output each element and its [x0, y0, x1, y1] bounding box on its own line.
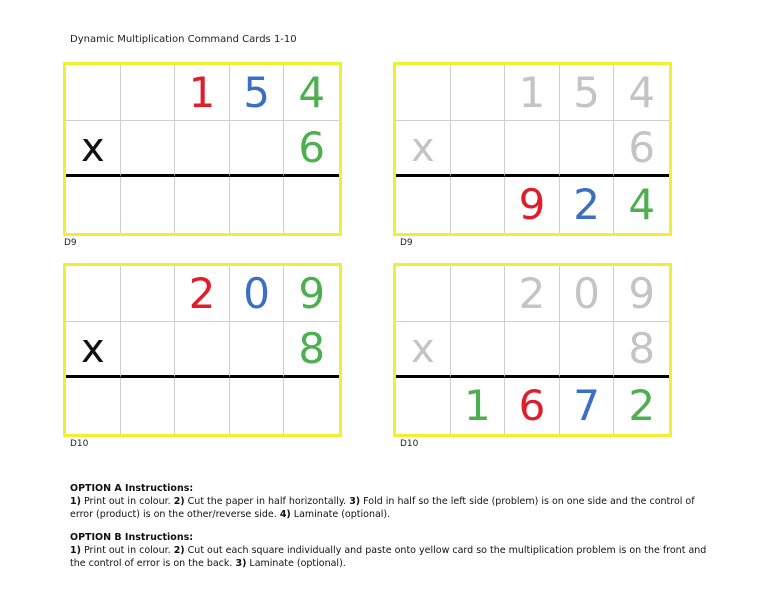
- digit-cell: 2: [628, 381, 656, 430]
- empty-cell: [284, 177, 339, 233]
- card-label: D9: [400, 238, 413, 248]
- multiplication-sign: x: [396, 322, 451, 378]
- empty-cell: [175, 177, 230, 233]
- empty-cell: [230, 378, 285, 434]
- digit-cell: 8: [284, 322, 339, 378]
- command-card-d10-answer: [393, 263, 672, 437]
- empty-cell: [121, 121, 176, 177]
- card-label: D9: [64, 238, 77, 248]
- step-number: 1): [70, 496, 81, 507]
- empty-cell: [396, 378, 451, 434]
- empty-cell: [505, 322, 560, 378]
- digit-cell: 8: [614, 322, 669, 378]
- digit-cell: 9: [284, 266, 339, 322]
- step-number: 4): [279, 509, 291, 520]
- digit-cell: 2: [175, 266, 230, 322]
- empty-cell: [66, 65, 121, 121]
- digit-cell: 1: [505, 65, 560, 121]
- empty-cell: [175, 121, 230, 177]
- empty-cell: [175, 322, 230, 378]
- empty-cell: [284, 378, 339, 434]
- step-number: 3): [235, 558, 247, 569]
- empty-cell: [121, 322, 176, 378]
- step-number: 2): [173, 545, 185, 556]
- digit-cell: 7: [560, 378, 615, 434]
- option-b-heading: OPTION B Instructions:: [70, 532, 194, 543]
- empty-cell: [451, 322, 506, 378]
- empty-cell: [230, 121, 285, 177]
- digit-cell: 5: [230, 65, 285, 121]
- empty-cell: [66, 378, 121, 434]
- instructions: [70, 482, 710, 580]
- digit-cell: 2: [560, 177, 615, 233]
- card-label: D10: [70, 439, 89, 449]
- digit-cell: 9: [505, 177, 560, 233]
- step-text: Cut out each square individually and paste onto yellow card so the multiplication problem is on the front and the control of error is on the back.: [70, 545, 707, 569]
- digit-cell: 1: [175, 65, 230, 121]
- digit-cell: 0: [560, 266, 615, 322]
- empty-cell: [121, 177, 176, 233]
- empty-cell: [121, 266, 176, 322]
- empty-cell: [505, 121, 560, 177]
- multiplication-sign: x: [396, 121, 451, 177]
- empty-cell: [121, 65, 176, 121]
- step-text: Cut the paper in half horizontally.: [184, 496, 350, 507]
- option-a-heading: OPTION A Instructions:: [70, 483, 194, 494]
- step-text: Print out in colour.: [80, 545, 174, 556]
- option-b-text: [70, 544, 710, 570]
- digit-cell: 0: [230, 266, 285, 322]
- digit-cell: 6: [284, 121, 339, 177]
- step-text: Print out in colour.: [80, 496, 174, 507]
- digit-cell: 6: [505, 378, 560, 434]
- card-grid: [66, 266, 339, 434]
- option-a-text: [70, 495, 710, 521]
- empty-cell: [230, 322, 285, 378]
- digit-cell: 4: [628, 180, 656, 229]
- empty-cell: [451, 266, 506, 322]
- empty-cell: [396, 177, 451, 233]
- step-text: Laminate (optional).: [290, 509, 391, 520]
- multiplication-sign: x: [66, 121, 121, 177]
- digit-cell: 5: [560, 65, 615, 121]
- digit-cell: 9: [614, 266, 669, 322]
- step-text: Fold in half so the left side (problem) is on one side and the control of error (product) is on the other/reverse side.: [70, 496, 695, 520]
- empty-cell: [66, 177, 121, 233]
- empty-cell: [451, 121, 506, 177]
- multiplication-sign: x: [66, 322, 121, 378]
- card-grid: [396, 65, 669, 233]
- empty-cell: [560, 121, 615, 177]
- command-card-d10-problem: [63, 263, 342, 437]
- empty-cell: [560, 322, 615, 378]
- card-grid: [396, 266, 669, 434]
- empty-cell: [66, 266, 121, 322]
- step-number: 1): [70, 545, 81, 556]
- digit-cell: 4: [614, 65, 669, 121]
- card-label: D10: [400, 439, 419, 449]
- empty-cell: [396, 266, 451, 322]
- empty-cell: [175, 378, 230, 434]
- step-number: 3): [349, 496, 361, 507]
- command-card-d9-problem: [63, 62, 342, 236]
- digit-cell: 4: [284, 65, 339, 121]
- digit-cell: 2: [505, 266, 560, 322]
- digit-cell: 1: [451, 378, 506, 434]
- digit-cell: 6: [614, 121, 669, 177]
- empty-cell: [230, 177, 285, 233]
- card-grid: [66, 65, 339, 233]
- empty-cell: [451, 65, 506, 121]
- page-title: Dynamic Multiplication Command Cards 1-10: [70, 34, 297, 45]
- step-text: Laminate (optional).: [246, 558, 346, 569]
- command-card-d9-answer: [393, 62, 672, 236]
- empty-cell: [451, 177, 506, 233]
- empty-cell: [121, 378, 176, 434]
- empty-cell: [396, 65, 451, 121]
- step-number: 2): [173, 496, 185, 507]
